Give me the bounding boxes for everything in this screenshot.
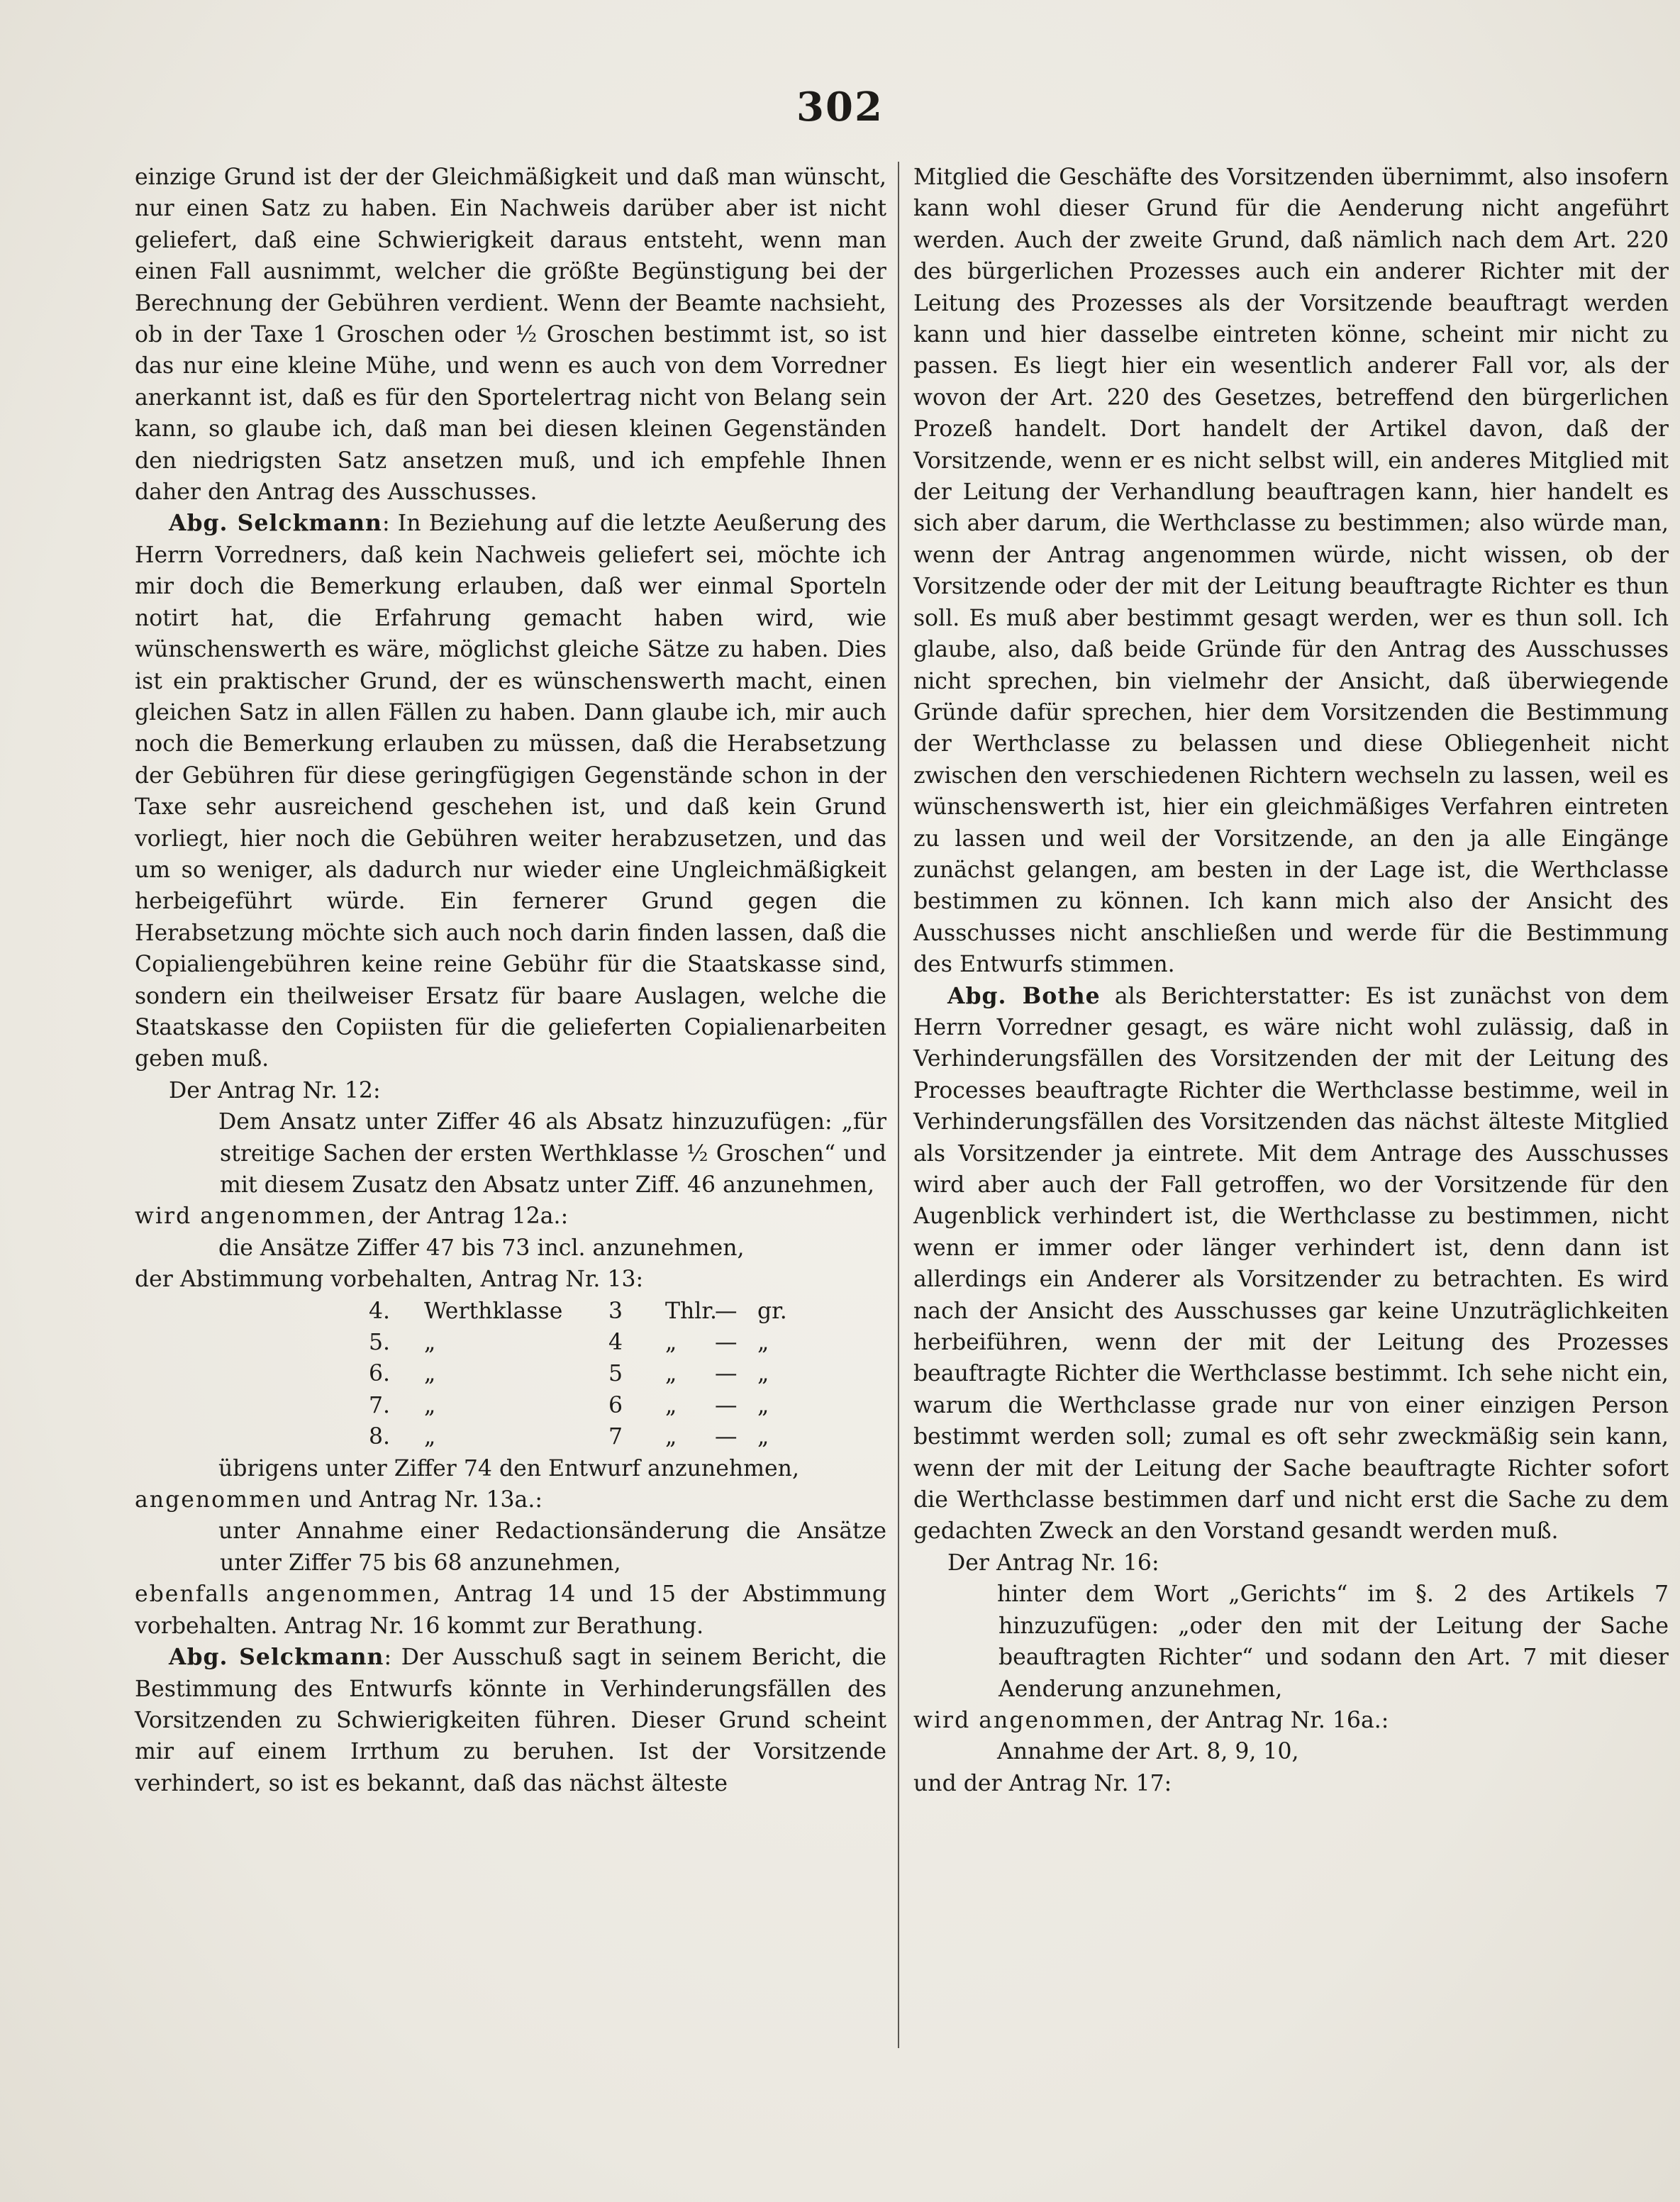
row-unit: „ bbox=[665, 1392, 677, 1418]
row-dash: — bbox=[715, 1392, 738, 1418]
resolution-line bbox=[135, 1579, 886, 1642]
motion-heading: Der Antrag Nr. 12: bbox=[169, 1077, 381, 1103]
resolution-result: angenommen bbox=[135, 1487, 302, 1513]
resolution-line bbox=[913, 1705, 1669, 1736]
motion-text: Dem Ansatz unter Ziffer 46 als Absatz hinzuzufügen: „für streitige Sachen der ersten Werthklasse ½ Groschen“ und mit diesem Zusatz den Absatz unter Ziff. 46 anzunehmen, bbox=[218, 1109, 886, 1198]
row-dash: — bbox=[715, 1298, 738, 1324]
row-unit: „ bbox=[665, 1424, 677, 1450]
motion-text: hinter dem Wort „Gerichts“ im §. 2 des Artikels 7 hinzuzufügen: „oder den mit der Leitung der Sache beauftragten Richter“ und sodann den Art. 7 mit dieser Aenderung anzunehmen, bbox=[997, 1581, 1669, 1702]
row-number: 7. bbox=[369, 1392, 391, 1418]
row-label: „ bbox=[424, 1392, 436, 1418]
row-number: 6. bbox=[369, 1361, 391, 1387]
speaker-name: Abg. Selckmann bbox=[169, 510, 382, 537]
resolution-line: der Abstimmung vorbehalten, Antrag Nr. 13: bbox=[135, 1267, 644, 1293]
paragraph bbox=[135, 1642, 886, 1799]
column-divider bbox=[898, 162, 899, 2048]
motion-heading: Der Antrag Nr. 16: bbox=[947, 1550, 1159, 1576]
paragraph bbox=[913, 981, 1669, 1547]
row-dash: — bbox=[715, 1424, 738, 1450]
speech-text: als Berichterstatter: Es ist zunächst von dem Herrn Vorredner gesagt, es wäre nicht wohl zulässig, daß in Verhinderungsfällen des Vorsitzenden der mit der Leitung des Processes beauftragte Richter die Werthclasse bestimme, weil in Verhinderungsfällen des Vorsitzenden das nächst älteste Mitglied als Vorsitzender ja eintrete. Mit dem Antrage des Ausschusses wird aber auch der Fall getroffen, wo der Vorsitzende für den Augenblick verhindert ist, die Werthclasse zu bestimmen, nicht wenn er immer oder länger verhindert ist, denn dann ist allerdings ein Anderer als Vorsitzender zu betrachten. Es wird nach der Ansicht des Ausschusses gar keine Unzuträglichkeiten herbeiführen, wenn der mit der Leitung des Prozesses beauftragte Richter die Werthclasse bestimmt. Ich sehe nicht ein, warum die Werthclasse grade nur von einer einzigen Person bestimmt werden soll; zumal es oft sehr zweckmäßig sein kann, wenn der mit der Leitung der Sache beauftragte Richter sofort die Werthclasse bestimmen darf und nicht erst die Sache zu dem gedachten Zweck an den Vorstand gesandt werden muß. bbox=[913, 983, 1669, 1545]
row-dash: — bbox=[715, 1361, 738, 1387]
paragraph: einzige Grund ist der der Gleichmäßigkeit und daß man wünscht, nur einen Satz zu haben. Ein Nachweis darüber aber ist nicht geliefert, daß eine Schwierigkeit daraus entsteht, wenn man einen Fall ausnimmt, welcher die größte Begünstigung bei der Berechnung der Gebühren verdient. Wenn der Beamte nachsieht, ob in der Taxe 1 Groschen oder ½ Groschen bestimmt ist, so ist das nur eine kleine Mühe, und wenn es auch von dem Vorredner anerkannt ist, daß es für den Sportelertrag nicht von Belang sein kann, so glaube ich, daß man bei diesen kleinen Gegenständen den niedrigsten Satz ansetzen muß, und ich empfehle Ihnen daher den Antrag des Ausschusses. bbox=[135, 165, 886, 506]
row-groschen: „ bbox=[757, 1330, 769, 1356]
row-label: „ bbox=[424, 1361, 436, 1387]
value-class-table bbox=[135, 1296, 886, 1453]
speaker-name: Abg. Selckmann bbox=[169, 1644, 384, 1671]
resolution-text: , der Antrag 12a.: bbox=[367, 1203, 569, 1230]
row-label: „ bbox=[424, 1424, 436, 1450]
left-column bbox=[135, 162, 886, 1799]
right-column bbox=[913, 162, 1669, 1799]
motion-text: übrigens unter Ziffer 74 den Entwurf anzunehmen, bbox=[218, 1455, 799, 1481]
row-label: Werthklasse bbox=[424, 1298, 563, 1324]
page-number: 302 bbox=[796, 84, 884, 130]
row-thaler: 7 bbox=[608, 1424, 623, 1450]
table-row bbox=[135, 1327, 886, 1358]
table-row bbox=[135, 1296, 886, 1327]
row-number: 5. bbox=[369, 1330, 391, 1356]
row-thaler: 3 bbox=[608, 1298, 623, 1324]
row-groschen: „ bbox=[757, 1361, 769, 1387]
speech-text: : In Beziehung auf die letzte Aeußerung des Herrn Vorredners, daß kein Nachweis geliefert sei, möchte ich mir doch die Bemerkung erlauben, daß wer einmal Sporteln notirt hat, die Erfahrung gemacht haben wird, wie wünschenswerth es wäre, möglichst gleiche Sätze zu haben. Dies ist ein praktischer Grund, der es wünschenswerth macht, einen gleichen Satz in allen Fällen zu haben. Dann glaube ich, mir auch noch die Bemerkung erlauben zu müssen, daß die Herabsetzung der Gebühren für diese geringfügigen Gegenstände schon in der Taxe sehr ausreichend geschehen ist, und daß kein Grund vorliegt, hier noch die Gebühren weiter herabzusetzen, und das um so weniger, als dadurch nur wieder eine Ungleichmäßigkeit herbeigeführt würde. Ein fernerer Grund gegen die Herabsetzung möchte sich auch noch darin finden lassen, daß die Copialiengebühren keine reine Gebühr für die Staatskasse sind, sondern ein theilweiser Ersatz für baare Auslagen, welche die Staatskasse den Copiisten für die gelieferten Copialienarbeiten geben muß. bbox=[135, 511, 886, 1072]
table-row bbox=[135, 1358, 886, 1389]
motion-text: unter Annahme einer Redactionsänderung die Ansätze unter Ziffer 75 bis 68 anzunehmen, bbox=[218, 1518, 886, 1576]
resolution-result: wird angenommen bbox=[913, 1707, 1147, 1733]
speaker-name: Abg. Bothe bbox=[947, 982, 1101, 1009]
resolution-line bbox=[135, 1201, 886, 1232]
resolution-text: , Antrag 14 und 15 der Abstimmung vorbehalten. Antrag Nr. 16 kommt zur Berathung. bbox=[135, 1581, 886, 1639]
paragraph: Mitglied die Geschäfte des Vorsitzenden übernimmt, also insofern kann wohl dieser Grund für die Aenderung nicht angeführt werden. Auch der zweite Grund, daß nämlich nach dem Art. 220 des bürgerlichen Prozesses auch ein anderer Richter mit der Leitung des Prozesses als der Vorsitzende beauftragt werden kann und hier dasselbe eintreten könne, scheint mir nicht zu passen. Es liegt hier ein wesentlich anderer Fall vor, als der wovon der Art. 220 des Gesetzes, betreffend den bürgerlichen Prozeß handelt. Dort handelt der Artikel davon, daß der Vorsitzende, wenn er es nicht selbst will, ein anderes Mitglied mit der Leitung der Verhandlung beauftragen kann, hier handelt es sich aber darum, die Werthclasse zu bestimmen; also würde man, wenn der Antrag angenommen würde, nicht wissen, ob der Vorsitzende oder der mit der Leitung beauftragte Richter es thun soll. Es muß aber bestimmt gesagt werden, wer es thun soll. Ich glaube, also, daß beide Gründe für den Antrag des Ausschusses nicht sprechen, bin vielmehr der Ansicht, daß überwiegende Gründe dafür sprechen, hier dem Vorsitzenden die Bestimmung der Werthclasse zu belassen und diese Obliegenheit nicht zwischen den verschiedenen Richtern wechseln zu lassen, weil es wünschenswerth ist, hier ein gleichmäßiges Verfahren eintreten zu lassen und weil der Vorsitzende, an den ja alle Eingänge zunächst gelangen, am besten in der Lage ist, die Werthclasse bestimmen zu können. Ich kann mich also der Ansicht des Ausschusses nicht anschließen und werde für die Bestimmung des Entwurfs stimmen. bbox=[913, 165, 1669, 978]
resolution-line: und der Antrag Nr. 17: bbox=[913, 1770, 1172, 1796]
row-groschen: „ bbox=[757, 1392, 769, 1418]
row-thaler: 5 bbox=[608, 1361, 623, 1387]
resolution-result: wird angenommen bbox=[135, 1203, 368, 1230]
row-unit: Thlr. bbox=[665, 1298, 717, 1324]
row-thaler: 4 bbox=[608, 1330, 623, 1356]
row-thaler: 6 bbox=[608, 1392, 623, 1418]
paragraph bbox=[135, 508, 886, 1074]
resolution-result: ebenfalls angenommen bbox=[135, 1581, 433, 1608]
row-number: 4. bbox=[369, 1298, 391, 1324]
row-groschen: gr. bbox=[757, 1298, 787, 1324]
table-row bbox=[135, 1390, 886, 1421]
row-unit: „ bbox=[665, 1361, 677, 1387]
resolution-line bbox=[135, 1484, 886, 1516]
row-number: 8. bbox=[369, 1424, 391, 1450]
motion-text: Annahme der Art. 8, 9, 10, bbox=[997, 1739, 1299, 1765]
row-groschen: „ bbox=[757, 1424, 769, 1450]
motion-text: die Ansätze Ziffer 47 bis 73 incl. anzunehmen, bbox=[218, 1235, 745, 1261]
row-dash: — bbox=[715, 1330, 738, 1356]
speech-text: : Der Ausschuß sagt in seinem Bericht, die Bestimmung des Entwurfs könnte in Verhinderungsfällen des Vorsitzenden zu Schwierigkeiten führen. Dieser Grund scheint mir auf einem Irrthum zu beruhen. Ist der Vorsitzende verhindert, so ist es bekannt, daß das nächst älteste bbox=[135, 1645, 886, 1796]
resolution-text: und Antrag Nr. 13a.: bbox=[301, 1487, 543, 1513]
row-label: „ bbox=[424, 1330, 436, 1356]
table-row bbox=[135, 1421, 886, 1452]
row-unit: „ bbox=[665, 1330, 677, 1356]
resolution-text: , der Antrag Nr. 16a.: bbox=[1146, 1707, 1389, 1733]
